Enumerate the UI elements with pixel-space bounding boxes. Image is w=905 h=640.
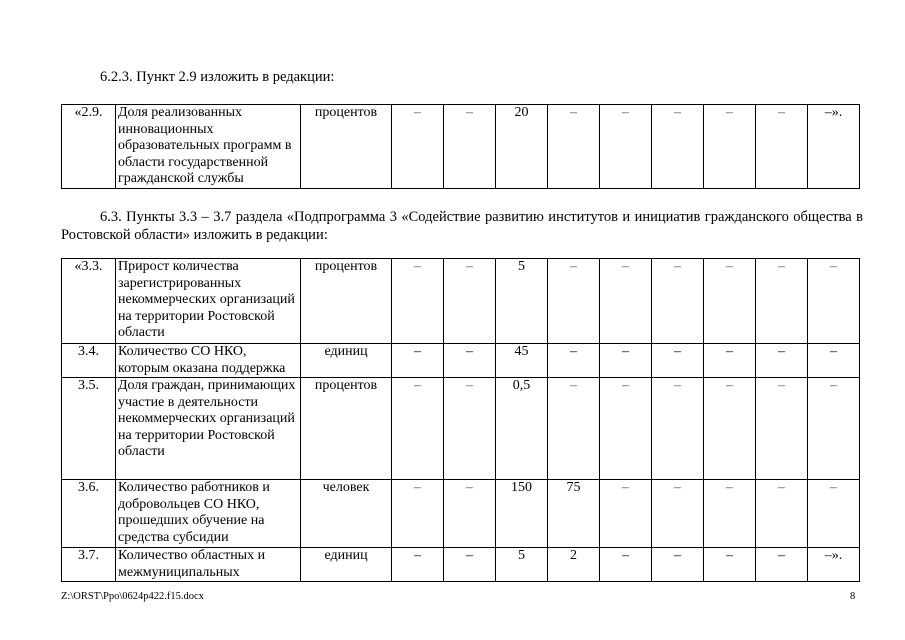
value-cell: – bbox=[444, 105, 496, 189]
indicator-name-cell: Количество работников и добровольцев СО НКО, прошедших обучение на средства субсидии bbox=[116, 480, 301, 548]
value-cell: – bbox=[444, 548, 496, 582]
row-number-cell: 3.6. bbox=[62, 480, 116, 548]
value-cell: 2 bbox=[548, 548, 600, 582]
value-cell: – bbox=[704, 548, 756, 582]
value-cell: – bbox=[392, 548, 444, 582]
value-cell: 0,5 bbox=[496, 378, 548, 480]
indicator-table-1 bbox=[61, 104, 860, 189]
value-cell: – bbox=[756, 344, 808, 378]
value-cell: – bbox=[548, 105, 600, 189]
table-row bbox=[62, 548, 860, 582]
value-cell: – bbox=[704, 344, 756, 378]
value-cell: – bbox=[600, 378, 652, 480]
value-cell: – bbox=[704, 105, 756, 189]
value-cell: – bbox=[392, 378, 444, 480]
value-cell: – bbox=[600, 548, 652, 582]
value-cell: – bbox=[444, 259, 496, 344]
indicator-name-cell: Прирост количества зарегистрированных некоммерческих организаций на территории Ростовской области bbox=[116, 259, 301, 344]
indicator-name-cell: Количество СО НКО, которым оказана поддержка bbox=[116, 344, 301, 378]
footer-page-number: 8 bbox=[850, 591, 856, 602]
table-row bbox=[62, 378, 860, 480]
indicator-name-cell: Доля граждан, принимающих участие в деятельности некоммерческих организаций на территории Ростовской области bbox=[116, 378, 301, 480]
table-row bbox=[62, 480, 860, 548]
value-cell: – bbox=[756, 259, 808, 344]
value-cell: – bbox=[548, 378, 600, 480]
unit-cell: процентов bbox=[301, 259, 392, 344]
footer-file-path: Z:\ORST\Ppo\0624p422.f15.docx bbox=[61, 591, 204, 602]
value-cell: – bbox=[444, 344, 496, 378]
value-cell: – bbox=[652, 378, 704, 480]
unit-cell: процентов bbox=[301, 105, 392, 189]
value-cell: – bbox=[704, 378, 756, 480]
indicator-table-2 bbox=[61, 258, 860, 582]
value-cell: – bbox=[392, 105, 444, 189]
value-cell: – bbox=[652, 344, 704, 378]
value-cell: – bbox=[808, 378, 860, 480]
value-cell: – bbox=[652, 259, 704, 344]
value-cell: – bbox=[392, 344, 444, 378]
unit-cell: единиц bbox=[301, 344, 392, 378]
paragraph-6-3: 6.3. Пункты 3.3 – 3.7 раздела «Подпрограмма 3 «Содействие развитию институтов и инициатив гражданского общества в Ростовской области» изложить в редакции: bbox=[61, 209, 863, 243]
value-cell: – bbox=[756, 105, 808, 189]
unit-cell: единиц bbox=[301, 548, 392, 582]
value-cell: – bbox=[600, 259, 652, 344]
value-cell: 45 bbox=[496, 344, 548, 378]
indicator-name-cell: Доля реализованных инновационных образовательных программ в области государственной гражданской службы bbox=[116, 105, 301, 189]
paragraph-6-2-3: 6.2.3. Пункт 2.9 изложить в редакции: bbox=[100, 69, 335, 85]
value-cell: – bbox=[756, 548, 808, 582]
value-cell: – bbox=[444, 378, 496, 480]
table-row bbox=[62, 344, 860, 378]
value-cell: 5 bbox=[496, 259, 548, 344]
value-cell: – bbox=[808, 344, 860, 378]
unit-cell: человек bbox=[301, 480, 392, 548]
value-cell: – bbox=[704, 480, 756, 548]
value-cell: 150 bbox=[496, 480, 548, 548]
value-cell: – bbox=[600, 105, 652, 189]
value-cell: – bbox=[652, 480, 704, 548]
row-number-cell: 3.5. bbox=[62, 378, 116, 480]
value-cell: – bbox=[548, 344, 600, 378]
value-cell: – bbox=[548, 259, 600, 344]
value-cell: – bbox=[444, 480, 496, 548]
row-number-cell: 3.7. bbox=[62, 548, 116, 582]
value-cell: – bbox=[808, 259, 860, 344]
value-cell: 75 bbox=[548, 480, 600, 548]
row-number-cell: 3.4. bbox=[62, 344, 116, 378]
value-cell: – bbox=[600, 344, 652, 378]
unit-cell: процентов bbox=[301, 378, 392, 480]
value-cell: – bbox=[600, 480, 652, 548]
table-row bbox=[62, 105, 860, 189]
value-cell: – bbox=[652, 105, 704, 189]
row-number-cell: «2.9. bbox=[62, 105, 116, 189]
value-cell: – bbox=[808, 480, 860, 548]
value-cell: – bbox=[392, 259, 444, 344]
row-number-cell: «3.3. bbox=[62, 259, 116, 344]
value-cell: – bbox=[652, 548, 704, 582]
indicator-name-cell: Количество областных и межмуниципальных bbox=[116, 548, 301, 582]
table-row bbox=[62, 259, 860, 344]
value-cell: – bbox=[756, 378, 808, 480]
value-cell: 5 bbox=[496, 548, 548, 582]
value-cell: –». bbox=[808, 105, 860, 189]
value-cell: 20 bbox=[496, 105, 548, 189]
value-cell: – bbox=[756, 480, 808, 548]
value-cell: –». bbox=[808, 548, 860, 582]
value-cell: – bbox=[392, 480, 444, 548]
value-cell: – bbox=[704, 259, 756, 344]
